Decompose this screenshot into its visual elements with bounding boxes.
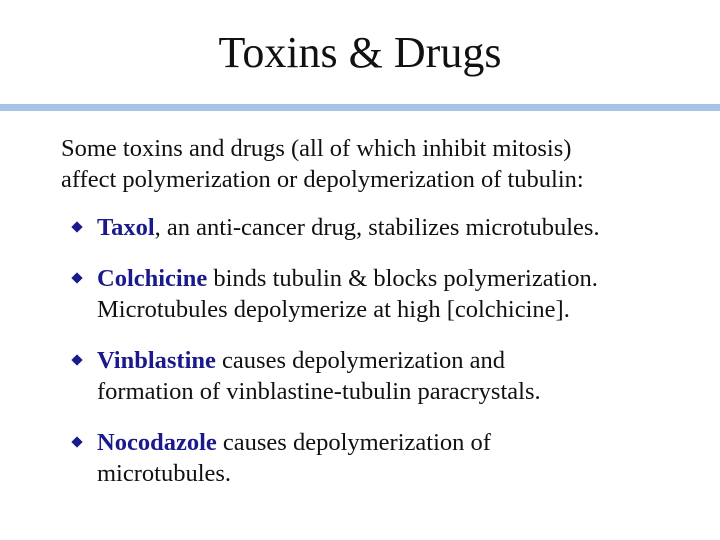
bullet-line (97, 263, 712, 294)
bullet-continuation: formation of vinblastine-tubulin paracrystals. (97, 378, 541, 405)
bullet-text: causes depolymerization of (216, 429, 491, 456)
bullet-line (97, 212, 712, 243)
bullet-taxol (72, 212, 712, 243)
bullet-line (97, 345, 712, 376)
bullet-continuation: Microtubules depolymerize at high [colchicine]. (97, 296, 570, 323)
intro-line-1: Some toxins and drugs (all of which inhibit mitosis) (61, 135, 572, 162)
diamond-bullet-icon (71, 221, 82, 232)
bullet-vinblastine (72, 345, 712, 407)
bullet-continuation: microtubules. (97, 460, 232, 487)
diamond-bullet-icon (71, 272, 82, 283)
slide-title: Toxins & Drugs (218, 28, 502, 77)
intro-text (61, 133, 701, 195)
drug-name: Taxol (97, 214, 155, 241)
diamond-bullet-icon (71, 354, 82, 365)
title-divider (0, 104, 720, 111)
drug-name: Vinblastine (97, 347, 216, 374)
drug-name: Nocodazole (97, 429, 217, 456)
bullet-colchicine (72, 263, 712, 325)
drug-name: Colchicine (97, 265, 208, 292)
bullet-text: binds tubulin & blocks polymerization. (207, 265, 598, 292)
drug-bullet-list (72, 212, 712, 489)
bullet-text: causes depolymerization and (215, 347, 506, 374)
diamond-bullet-icon (71, 436, 82, 447)
bullet-line (97, 427, 712, 458)
bullet-nocodazole (72, 427, 712, 489)
bullet-text: , an anti-cancer drug, stabilizes microtubules. (154, 214, 600, 241)
intro-line-2: affect polymerization or depolymerization of tubulin: (61, 166, 584, 193)
